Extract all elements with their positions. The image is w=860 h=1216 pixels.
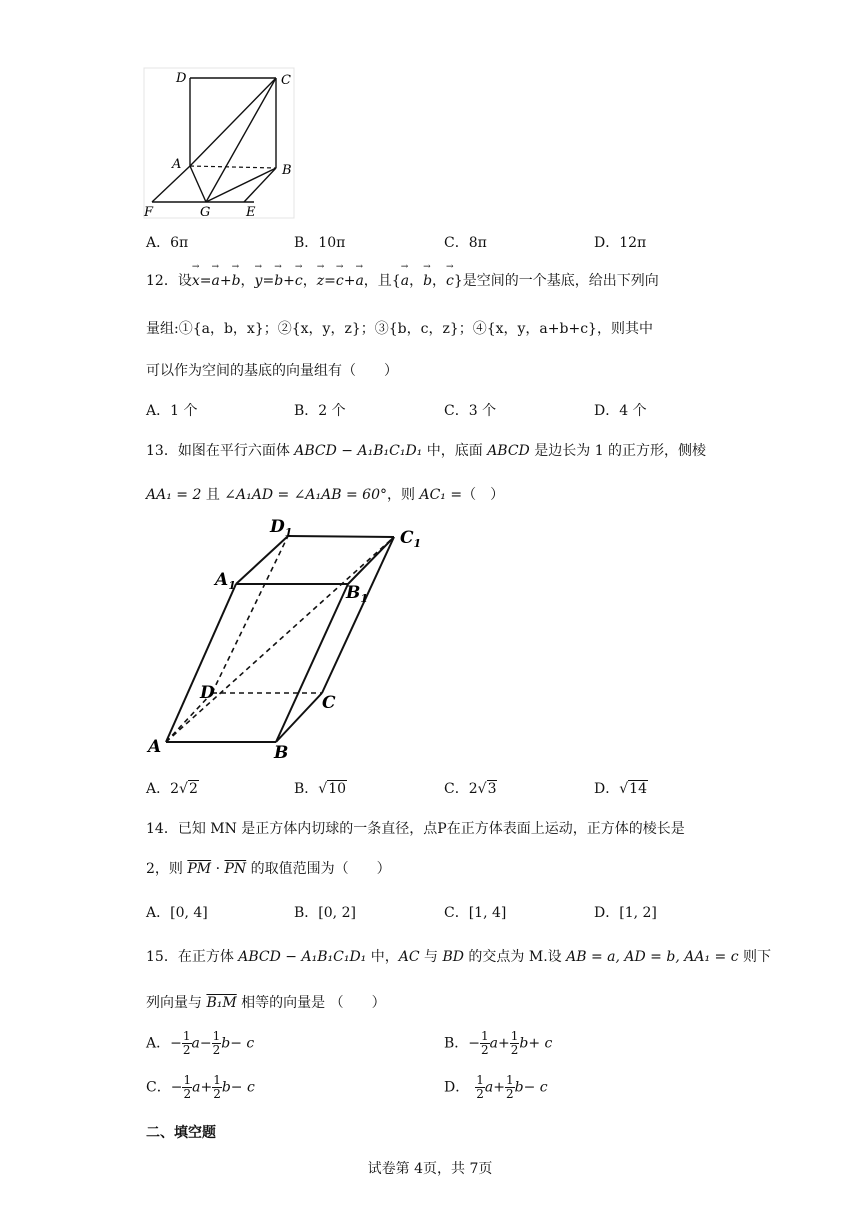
q14-option-a[interactable] (146, 902, 208, 922)
label-B: B (282, 163, 292, 178)
vector-x: → x (192, 273, 200, 289)
q12-text-part: = (324, 273, 336, 289)
frac-numerator: 1 (183, 1073, 192, 1087)
q13-angle-condition: ∠A₁AD = ∠A₁AB = 60° (224, 487, 387, 503)
frac-denominator: 2 (182, 1043, 191, 1057)
fraction-one-half (505, 1074, 515, 1101)
option-letter: C． (146, 1079, 171, 1096)
vector-a: a (489, 1035, 499, 1052)
option-letter: D． (594, 403, 620, 419)
vector-a: → a (211, 273, 219, 289)
option-text: [1, 4] (468, 905, 507, 921)
q12-text-part: ， (240, 273, 255, 289)
q13-base-name: ABCD (487, 443, 530, 459)
tail: − c (523, 1079, 548, 1096)
q15-solid-name: ABCD − A₁B₁C₁D₁ (238, 949, 367, 965)
vector-a: → a (355, 273, 363, 289)
q13-text: 13．如图在平行六面体 (146, 443, 295, 459)
q14-line-2 (146, 858, 391, 878)
vector-b: → b (274, 273, 283, 289)
q11-option-b[interactable] (294, 232, 345, 252)
q15-option-d[interactable] (444, 1074, 548, 1101)
label-B1: $B_1$ (346, 583, 369, 605)
frac-numerator: 1 (213, 1073, 221, 1087)
q13-line-2 (146, 484, 504, 504)
q13-edge-length: AA₁ = 2 (146, 487, 202, 503)
option-letter: A． (146, 905, 171, 921)
q12-text-part: }是空间的一个基底，给出下列向 (453, 273, 659, 289)
vector-b: b (221, 1079, 231, 1096)
sign: − (468, 1035, 481, 1052)
option-letter: C． (444, 905, 469, 921)
vector-a: → a (401, 273, 409, 289)
option-letter: C． (444, 403, 469, 419)
option-radicand: 10 (328, 781, 347, 797)
q15-option-b[interactable] (444, 1030, 552, 1057)
q15-text: 的交点为 M.设 (463, 949, 567, 965)
q15-text: 相等的向量是 （ ） (236, 995, 386, 1011)
option-text: 1 个 (170, 403, 198, 419)
tail: − c (230, 1079, 255, 1096)
q12-line-1 (146, 270, 659, 290)
vector-z: → z (317, 273, 324, 289)
q12-option-b[interactable] (294, 400, 346, 420)
label-F: F (144, 205, 154, 220)
vector-c: → c (336, 273, 344, 289)
vector-y: → y (255, 273, 263, 289)
sign: + (498, 1035, 510, 1052)
q12-text-part: ， (409, 273, 424, 289)
q12-option-d[interactable] (594, 400, 647, 420)
fraction-one-half (510, 1030, 520, 1057)
frac-numerator: 1 (505, 1073, 514, 1087)
q12-text-part: + (343, 273, 356, 289)
q13-text: 中，底面 (422, 443, 488, 459)
option-text: 6π (170, 235, 189, 251)
vector-pm: $\overline{PM}$ (187, 861, 212, 877)
q15-line-2 (146, 992, 386, 1012)
q14-text: 的取值范围为（ ） (246, 861, 391, 877)
option-text: 4 个 (619, 403, 647, 419)
q15-vector-defs: AB = a, AD = b, AA₁ = c (566, 949, 739, 965)
option-letter: C． (444, 235, 469, 251)
option-letter: B． (294, 781, 319, 797)
option-text: 10π (318, 235, 346, 251)
q12-vector-definitions (192, 273, 659, 289)
sign: + (200, 1079, 213, 1096)
q13-line-1 (146, 440, 706, 460)
label-C1: $C_1$ (400, 528, 422, 550)
vector-b: b (519, 1035, 529, 1052)
label-D: D (200, 683, 215, 703)
q12-text-part: + (283, 273, 295, 289)
option-letter: A． (146, 1035, 171, 1052)
q15-diag-bd: BD (442, 949, 464, 965)
fraction-one-half (480, 1030, 490, 1057)
q15-diag-ac: AC (398, 949, 420, 965)
q13-target: AC₁ = (419, 487, 463, 503)
frac-denominator: 2 (481, 1043, 489, 1057)
option-text: 8π (468, 235, 487, 251)
q15-text: 15．在正方体 (146, 949, 239, 965)
q14-option-d[interactable] (594, 902, 657, 922)
option-text: 3 个 (468, 403, 497, 419)
sign: − (170, 1079, 183, 1096)
vector-b: → b (423, 273, 432, 289)
section-heading-fill-in: 二、填空题 (146, 1125, 216, 1141)
option-letter: D． (594, 235, 620, 251)
option-letter: B． (294, 905, 319, 921)
label-C: C (281, 73, 291, 88)
frac-denominator: 2 (510, 1043, 519, 1057)
q14-option-c[interactable] (444, 902, 506, 922)
label-A: A (172, 157, 182, 172)
q15-option-a[interactable] (146, 1030, 254, 1057)
option-text: [0, 2] (318, 905, 356, 921)
tail: − c (230, 1035, 255, 1052)
tail: + c (528, 1035, 553, 1052)
q13-option-b[interactable]: B．√10 (294, 781, 347, 797)
q13-text: 是边长为 1 的正方形，侧棱 (529, 443, 707, 459)
option-letter: B． (294, 403, 319, 419)
q15-text: 则下 (738, 949, 771, 965)
q13-text: 且 (201, 487, 225, 503)
vector-pn: $\overline{PN}$ (224, 861, 247, 877)
option-coef: 2 (170, 781, 180, 797)
fraction-one-half (212, 1030, 222, 1057)
q11-option-a[interactable] (146, 232, 188, 252)
option-radicand: 3 (487, 781, 497, 797)
q13-solid-name: ABCD − A₁B₁C₁D₁ (294, 443, 423, 459)
vector-a: a (192, 1079, 201, 1096)
option-radicand: 14 (629, 781, 647, 797)
frac-denominator: 2 (213, 1087, 221, 1101)
frac-numerator: 1 (481, 1029, 489, 1043)
option-coef: 2 (468, 781, 478, 797)
vector-a: a (191, 1035, 200, 1052)
vector-a: a (484, 1079, 494, 1096)
label-A1: $A_1$ (215, 570, 236, 592)
q15-text: 与 (419, 949, 443, 965)
q14-line-1: 14．已知 MN 是正方体内切球的一条直径，点P在正方体表面上运动，正方体的棱长是 (146, 821, 685, 837)
q12-line-2: 量组:①{a，b，x}；②{x，y，z}；③{b，c，z}；④{x，y，a+b+c}，则其中 (146, 321, 653, 337)
q15-text: 中， (366, 949, 399, 965)
figure-parallelepiped (140, 512, 430, 764)
q12-text-part: ，且{ (363, 273, 401, 289)
q12-prefix: 12．设 (146, 273, 192, 289)
frac-denominator: 2 (505, 1087, 514, 1101)
fraction-one-half (182, 1074, 192, 1101)
fraction-one-half (182, 1030, 192, 1057)
sign: + (493, 1079, 505, 1096)
q11-option-d[interactable] (594, 232, 646, 252)
q12-option-a[interactable] (146, 400, 197, 420)
fraction-one-half (475, 1074, 485, 1101)
fraction-one-half (212, 1074, 222, 1101)
q13-option-d[interactable]: D．√14 (594, 781, 647, 797)
frac-denominator: 2 (183, 1087, 192, 1101)
q13-option-c[interactable]: C．2√3 (444, 781, 497, 797)
label-D: D (176, 71, 187, 86)
q13-option-a[interactable]: A．2√2 (146, 781, 198, 797)
frac-numerator: 1 (212, 1029, 221, 1043)
option-radicand: 2 (188, 781, 198, 797)
vector-b: b (221, 1035, 231, 1052)
label-E: E (246, 205, 256, 220)
sign: − (199, 1035, 212, 1052)
option-letter: A． (146, 403, 171, 419)
label-B: B (274, 743, 289, 763)
q15-option-c[interactable] (146, 1074, 255, 1101)
option-text: [0, 4] (170, 905, 208, 921)
q12-option-c[interactable] (444, 400, 496, 420)
label-A: A (148, 737, 162, 757)
q12-line-3: 可以作为空间的基底的向量组有（ ） (146, 363, 398, 379)
option-text: [1, 2] (619, 905, 657, 921)
sign: − (170, 1035, 182, 1052)
vector-c: → c (446, 273, 454, 289)
q12-text-part: + (219, 273, 232, 289)
q12-text-part: = (262, 273, 275, 289)
page-footer: 试卷第 4页，共 7页 (367, 1161, 493, 1177)
q12-text-part: ， (302, 273, 317, 289)
vector-b: b (514, 1079, 524, 1096)
dot-operator: · (211, 861, 225, 877)
q15-line-1 (146, 946, 771, 966)
option-letter: B． (444, 1035, 469, 1052)
q12-text-part: = (199, 273, 212, 289)
label-C: C (322, 693, 336, 713)
frac-denominator: 2 (476, 1087, 484, 1101)
option-letter: D． (594, 905, 620, 921)
q14-option-b[interactable] (294, 902, 356, 922)
q14-text: 2，则 (146, 861, 188, 877)
q13-text: ，则 (387, 487, 420, 503)
q11-option-c[interactable] (444, 232, 487, 252)
option-letter: A． (146, 235, 171, 251)
option-letter: A． (146, 781, 171, 797)
frac-numerator: 1 (182, 1029, 191, 1043)
q12-text-part: ， (432, 273, 447, 289)
label-G: G (200, 205, 211, 220)
frac-numerator: 1 (510, 1029, 519, 1043)
label-D1: $D_1$ (270, 517, 293, 539)
option-text: 12π (619, 235, 647, 251)
q13-blank: （ ） (462, 487, 505, 503)
q15-text: 列向量与 (146, 995, 207, 1011)
option-letter: D． (444, 1079, 470, 1096)
vector-b1m: B₁M (206, 995, 237, 1011)
figure-prism-diagram (140, 66, 300, 222)
frac-numerator: 1 (476, 1073, 484, 1087)
vector-c: → c (295, 273, 303, 289)
frac-denominator: 2 (212, 1043, 221, 1057)
option-letter: B． (294, 235, 319, 251)
vector-b: → b (232, 273, 241, 289)
option-text: 2 个 (318, 403, 346, 419)
option-letter: C． (444, 781, 469, 797)
option-letter: D． (594, 781, 620, 797)
